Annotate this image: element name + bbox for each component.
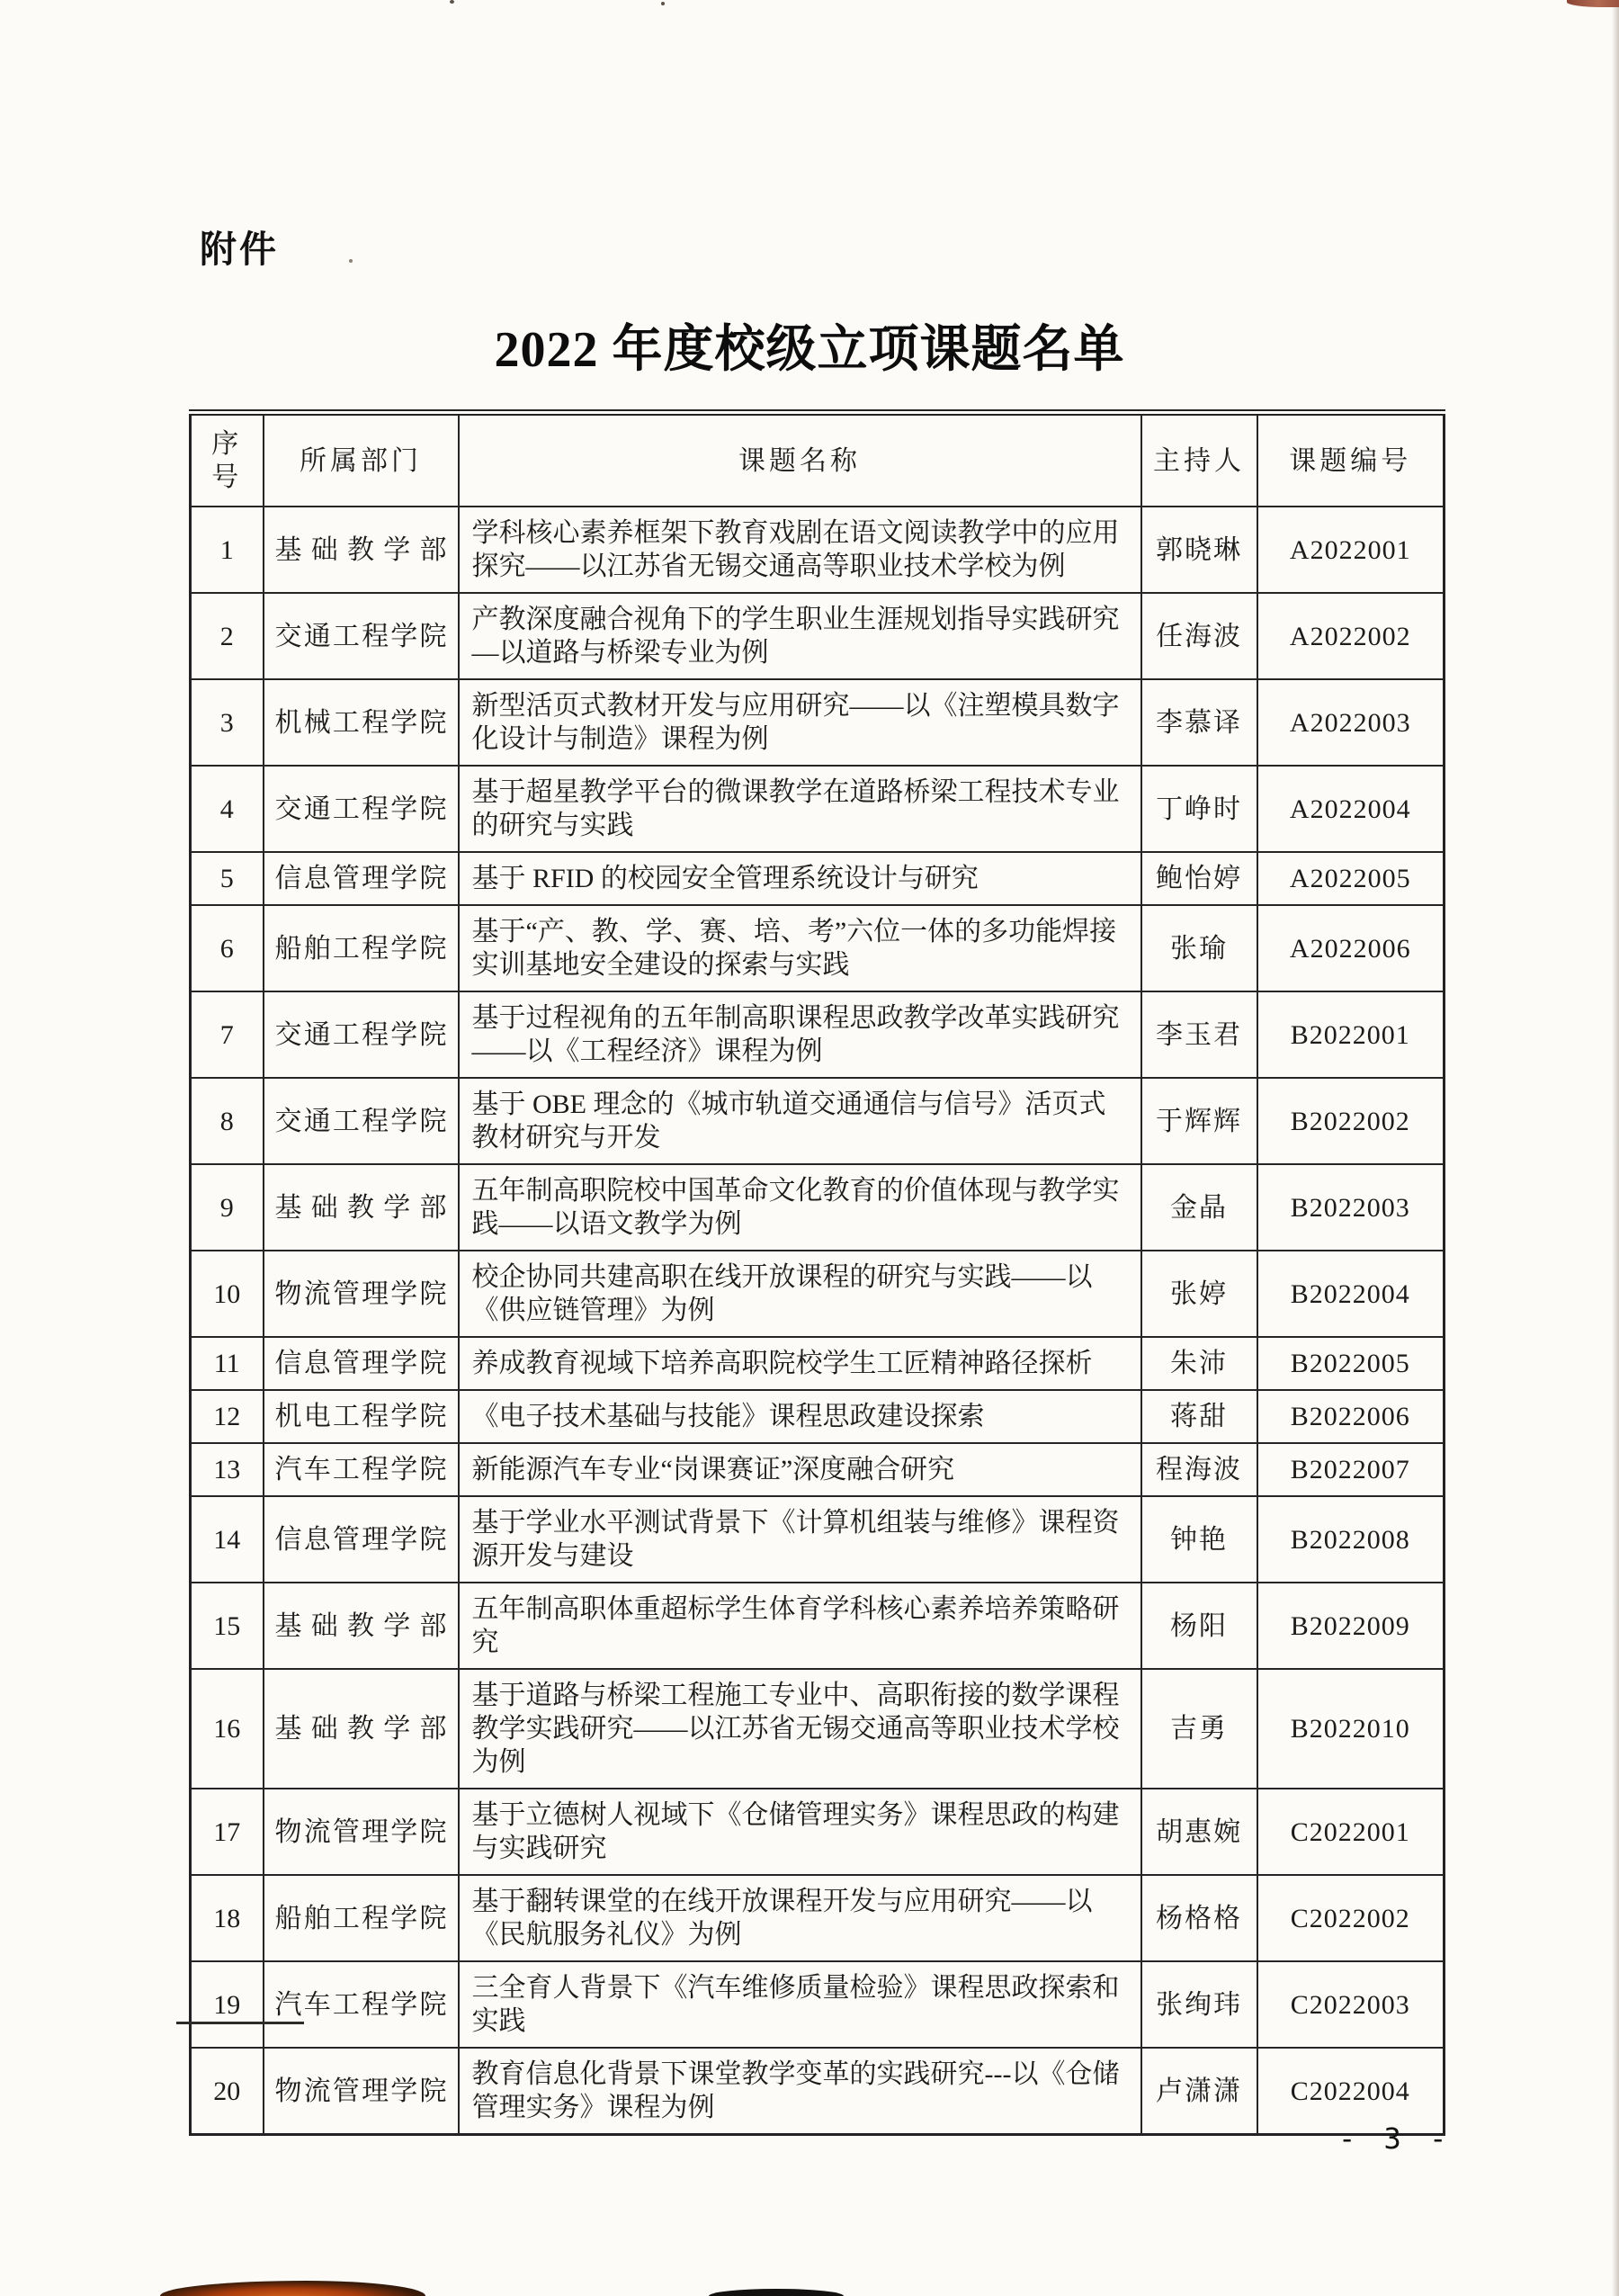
topic-title-cell: 新能源汽车专业“岗课赛证”深度融合研究 — [459, 1443, 1141, 1496]
scan-corner-mark — [1567, 0, 1619, 7]
topic-title-cell: 《电子技术基础与技能》课程思政建设探索 — [459, 1390, 1141, 1443]
department-cell: 基础教学部 — [264, 1164, 459, 1251]
leader-name-cell: 吉勇 — [1141, 1669, 1257, 1789]
row-number-cell: 18 — [191, 1875, 264, 1961]
leader-name-cell: 杨阳 — [1141, 1583, 1257, 1669]
project-code-cell: A2022001 — [1257, 507, 1445, 593]
department-cell: 机电工程学院 — [264, 1390, 459, 1443]
row-number-cell: 12 — [191, 1390, 264, 1443]
scan-mark-artifact — [709, 2289, 844, 2296]
topic-title-cell: 产教深度融合视角下的学生职业生涯规划指导实践研究—以道路与桥梁专业为例 — [459, 593, 1141, 679]
table-row — [191, 593, 1445, 679]
table-row — [191, 1669, 1445, 1789]
topic-title-cell: 基于道路与桥梁工程施工专业中、高职衔接的数学课程教学实践研究——以江苏省无锡交通高等职业技术学校为例 — [459, 1669, 1141, 1789]
project-code-cell: B2022007 — [1257, 1443, 1445, 1496]
topic-title-cell: 基于 OBE 理念的《城市轨道交通通信与信号》活页式教材研究与开发 — [459, 1078, 1141, 1164]
table-row — [191, 2048, 1445, 2135]
project-code-cell: B2022009 — [1257, 1583, 1445, 1669]
table-row — [191, 1961, 1445, 2048]
row-number-cell: 6 — [191, 905, 264, 991]
topic-title-cell: 三全育人背景下《汽车维修质量检验》课程思政探索和实践 — [459, 1961, 1141, 2048]
row-number-cell: 14 — [191, 1496, 264, 1583]
project-code-cell: C2022003 — [1257, 1961, 1445, 2048]
project-code-cell: A2022003 — [1257, 679, 1445, 766]
row-number-cell: 16 — [191, 1669, 264, 1789]
row-number-cell: 4 — [191, 766, 264, 852]
topic-title-cell: 基于“产、教、学、赛、培、考”六位一体的多功能焊接实训基地安全建设的探索与实践 — [459, 905, 1141, 991]
table-row — [191, 991, 1445, 1078]
table-row — [191, 852, 1445, 905]
leader-name-cell: 卢潇潇 — [1141, 2048, 1257, 2135]
table-row — [191, 1390, 1445, 1443]
department-cell: 基础教学部 — [264, 1669, 459, 1789]
attachment-label: 附件 — [200, 229, 279, 270]
row-number-cell: 19 — [191, 1961, 264, 2048]
row-number-cell: 9 — [191, 1164, 264, 1251]
project-code-cell: C2022002 — [1257, 1875, 1445, 1961]
table-row — [191, 679, 1445, 766]
row-number-cell: 1 — [191, 507, 264, 593]
table-row — [191, 1337, 1445, 1390]
leader-name-cell: 鲍怡婷 — [1141, 852, 1257, 905]
table-row — [191, 1875, 1445, 1961]
project-code-cell: B2022002 — [1257, 1078, 1445, 1164]
row-number-cell: 8 — [191, 1078, 264, 1164]
project-code-cell: B2022008 — [1257, 1496, 1445, 1583]
leader-name-cell: 钟艳 — [1141, 1496, 1257, 1583]
department-cell: 船舶工程学院 — [264, 905, 459, 991]
department-cell: 交通工程学院 — [264, 1078, 459, 1164]
leader-name-cell: 任海波 — [1141, 593, 1257, 679]
topic-title-cell: 学科核心素养框架下教育戏剧在语文阅读教学中的应用探究——以江苏省无锡交通高等职业技术学校为例 — [459, 507, 1141, 593]
table-row — [191, 766, 1445, 852]
page-number: - 3 - — [1338, 2121, 1453, 2156]
topic-title-cell: 五年制高职体重超标学生体育学科核心素养培养策略研究 — [459, 1583, 1141, 1669]
topic-title-cell: 教育信息化背景下课堂教学变革的实践研究---以《仓储管理实务》课程为例 — [459, 2048, 1141, 2135]
project-code-cell: B2022001 — [1257, 991, 1445, 1078]
row-number-cell: 7 — [191, 991, 264, 1078]
project-code-cell: A2022005 — [1257, 852, 1445, 905]
header-col-number: 序号 — [191, 413, 264, 507]
row-number-cell: 3 — [191, 679, 264, 766]
topic-title-cell: 新型活页式教材开发与应用研究——以《注塑模具数字化设计与制造》课程为例 — [459, 679, 1141, 766]
project-code-cell: B2022010 — [1257, 1669, 1445, 1789]
row-number-cell: 10 — [191, 1251, 264, 1337]
table-header — [191, 413, 1445, 507]
project-code-cell: B2022006 — [1257, 1390, 1445, 1443]
projects-table — [189, 409, 1445, 2136]
table-row — [191, 1583, 1445, 1669]
topic-title-cell: 基于 RFID 的校园安全管理系统设计与研究 — [459, 852, 1141, 905]
department-cell: 信息管理学院 — [264, 852, 459, 905]
header-col-code: 课题编号 — [1257, 413, 1445, 507]
table-body — [191, 507, 1445, 2135]
topic-title-cell: 校企协同共建高职在线开放课程的研究与实践——以《供应链管理》为例 — [459, 1251, 1141, 1337]
department-cell: 信息管理学院 — [264, 1496, 459, 1583]
table-row — [191, 1078, 1445, 1164]
scan-stain-artifact — [160, 2281, 425, 2296]
project-code-cell: C2022001 — [1257, 1789, 1445, 1875]
department-cell: 基础教学部 — [264, 507, 459, 593]
project-code-cell: C2022004 — [1257, 2048, 1445, 2135]
topic-title-cell: 基于学业水平测试背景下《计算机组装与维修》课程资源开发与建设 — [459, 1496, 1141, 1583]
leader-name-cell: 郭晓琳 — [1141, 507, 1257, 593]
department-cell: 物流管理学院 — [264, 1251, 459, 1337]
project-code-cell: A2022004 — [1257, 766, 1445, 852]
leader-name-cell: 金晶 — [1141, 1164, 1257, 1251]
department-cell: 机械工程学院 — [264, 679, 459, 766]
department-cell: 交通工程学院 — [264, 766, 459, 852]
leader-name-cell: 张瑜 — [1141, 905, 1257, 991]
scan-edge-shadow — [1612, 0, 1619, 2296]
scan-speck — [661, 2, 665, 5]
leader-name-cell: 张绚玮 — [1141, 1961, 1257, 2048]
table-row — [191, 1789, 1445, 1875]
department-cell: 基础教学部 — [264, 1583, 459, 1669]
row-number-cell: 11 — [191, 1337, 264, 1390]
department-cell: 交通工程学院 — [264, 991, 459, 1078]
department-cell: 物流管理学院 — [264, 2048, 459, 2135]
leader-name-cell: 胡惠婉 — [1141, 1789, 1257, 1875]
table-row — [191, 507, 1445, 593]
topic-title-cell: 基于翻转课堂的在线开放课程开发与应用研究——以《民航服务礼仪》为例 — [459, 1875, 1141, 1961]
department-cell: 汽车工程学院 — [264, 1443, 459, 1496]
row-number-cell: 13 — [191, 1443, 264, 1496]
leader-name-cell: 丁峥时 — [1141, 766, 1257, 852]
project-code-cell: A2022002 — [1257, 593, 1445, 679]
leader-name-cell: 蒋甜 — [1141, 1390, 1257, 1443]
leader-name-cell: 朱沛 — [1141, 1337, 1257, 1390]
project-code-cell: A2022006 — [1257, 905, 1445, 991]
topic-title-cell: 五年制高职院校中国革命文化教育的价值体现与教学实践——以语文教学为例 — [459, 1164, 1141, 1251]
department-cell: 物流管理学院 — [264, 1789, 459, 1875]
project-code-cell: B2022003 — [1257, 1164, 1445, 1251]
topic-title-cell: 基于超星教学平台的微课教学在道路桥梁工程技术专业的研究与实践 — [459, 766, 1141, 852]
department-cell: 信息管理学院 — [264, 1337, 459, 1390]
scan-line-artifact — [176, 2022, 304, 2024]
leader-name-cell: 杨格格 — [1141, 1875, 1257, 1961]
department-cell: 交通工程学院 — [264, 593, 459, 679]
table-header-row — [191, 413, 1445, 507]
row-number-cell: 20 — [191, 2048, 264, 2135]
table-row — [191, 905, 1445, 991]
row-number-cell: 15 — [191, 1583, 264, 1669]
topic-title-cell: 养成教育视域下培养高职院校学生工匠精神路径探析 — [459, 1337, 1141, 1390]
leader-name-cell: 张婷 — [1141, 1251, 1257, 1337]
table-row — [191, 1443, 1445, 1496]
leader-name-cell: 程海波 — [1141, 1443, 1257, 1496]
header-col-leader: 主持人 — [1141, 413, 1257, 507]
row-number-cell: 5 — [191, 852, 264, 905]
table-row — [191, 1164, 1445, 1251]
topic-title-cell: 基于立德树人视域下《仓储管理实务》课程思政的构建与实践研究 — [459, 1789, 1141, 1875]
project-code-cell: B2022004 — [1257, 1251, 1445, 1337]
header-col-department: 所属部门 — [264, 413, 459, 507]
leader-name-cell: 于辉辉 — [1141, 1078, 1257, 1164]
page-title: 2022 年度校级立项课题名单 — [494, 322, 1125, 378]
table-row — [191, 1251, 1445, 1337]
topic-title-cell: 基于过程视角的五年制高职课程思政教学改革实践研究——以《工程经济》课程为例 — [459, 991, 1141, 1078]
table-row — [191, 1496, 1445, 1583]
row-number-cell: 2 — [191, 593, 264, 679]
scan-speck — [450, 0, 454, 4]
header-col-topic: 课题名称 — [459, 413, 1141, 507]
scan-speck — [349, 259, 353, 263]
row-number-cell: 17 — [191, 1789, 264, 1875]
project-code-cell: B2022005 — [1257, 1337, 1445, 1390]
leader-name-cell: 李慕译 — [1141, 679, 1257, 766]
department-cell: 汽车工程学院 — [264, 1961, 459, 2048]
department-cell: 船舶工程学院 — [264, 1875, 459, 1961]
leader-name-cell: 李玉君 — [1141, 991, 1257, 1078]
